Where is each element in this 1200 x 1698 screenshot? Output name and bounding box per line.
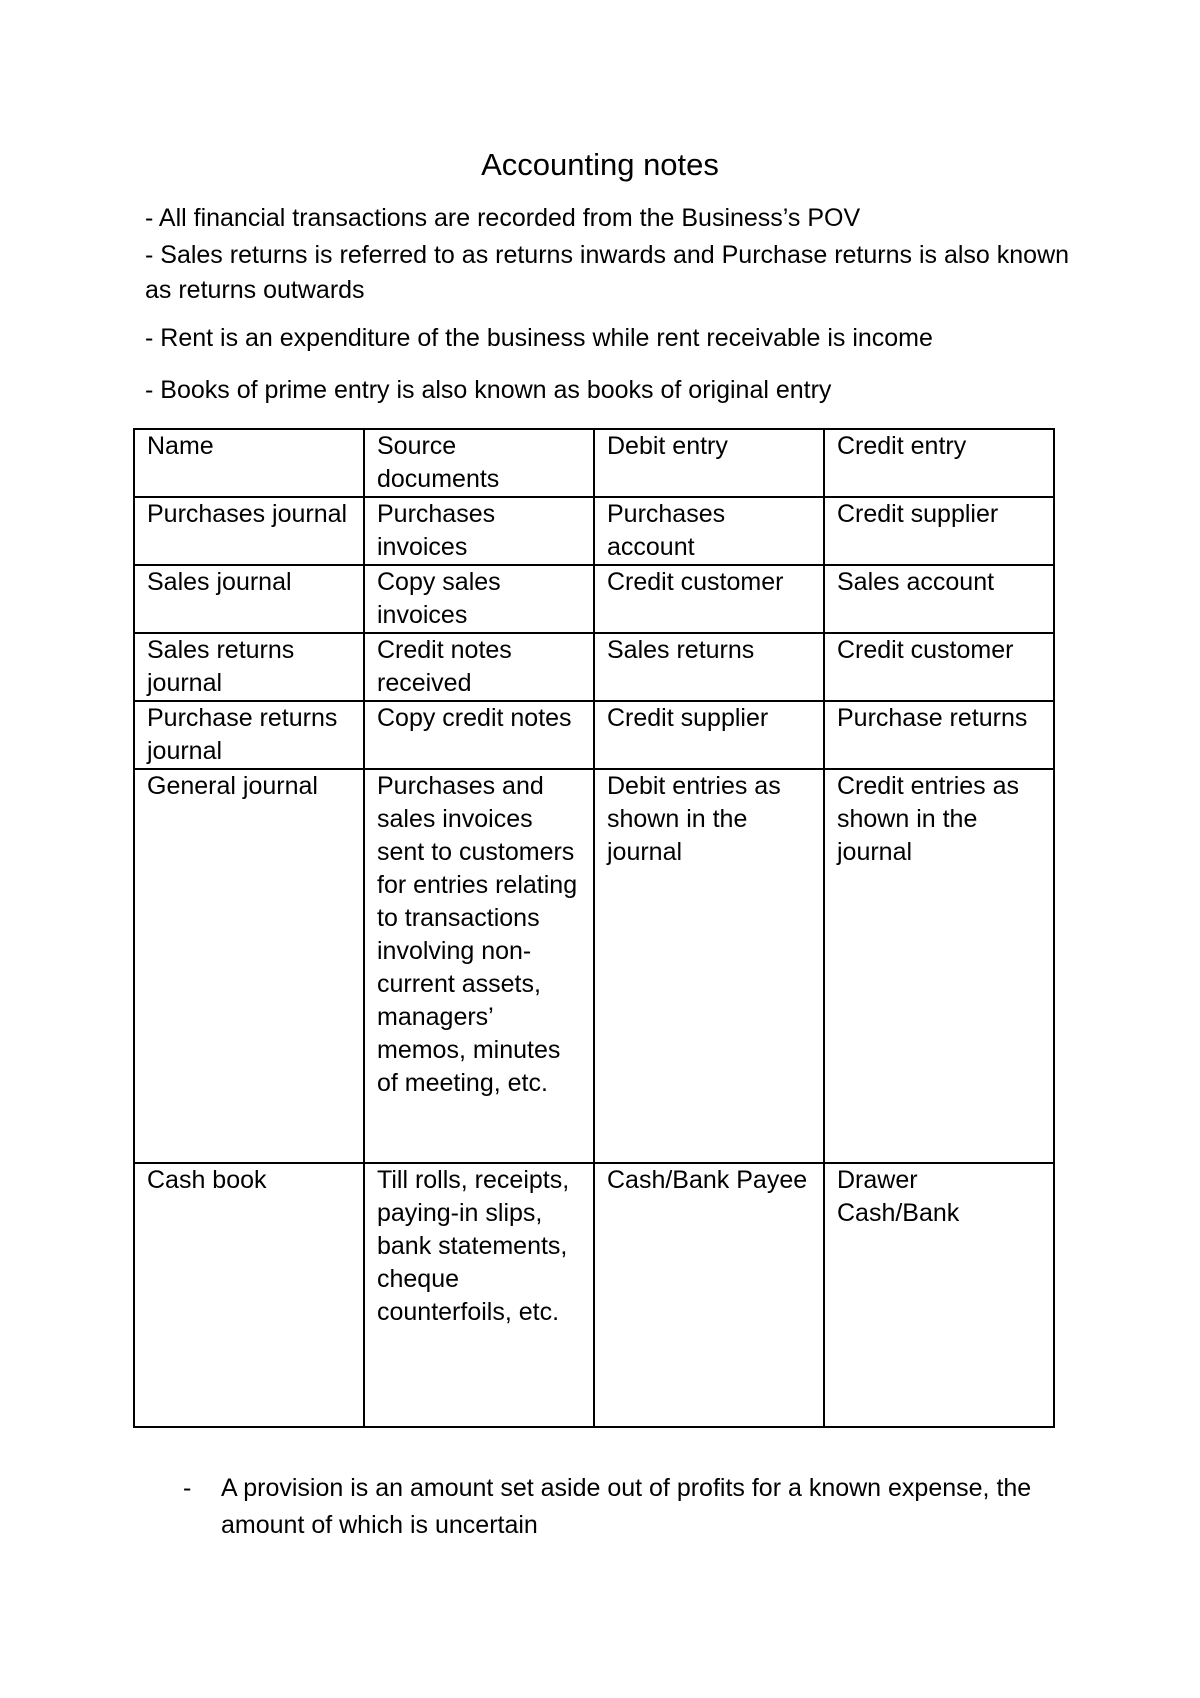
table-header-row	[134, 429, 1054, 497]
cell-source-documents: Till rolls, receipts, paying-in slips, bank statements, cheque counterfoils, etc.	[364, 1163, 594, 1427]
table-row	[134, 1163, 1054, 1427]
header-credit-entry: Credit entry	[824, 429, 1054, 497]
cell-source-documents: Purchases invoices	[364, 497, 594, 565]
header-debit-entry: Debit entry	[594, 429, 824, 497]
table-row	[134, 769, 1054, 1163]
cell-source-documents: Copy sales invoices	[364, 565, 594, 633]
cell-source-documents: Purchases and sales invoices sent to customers for entries relating to transactions involving non-current assets, managers’ memos, minutes of meeting, etc.	[364, 769, 594, 1163]
cell-name: Sales journal	[134, 565, 364, 633]
note-returns-terms: - Sales returns is referred to as returns inwards and Purchase returns is also known as returns outwards	[145, 241, 1070, 304]
cell-credit-entry: Credit supplier	[824, 497, 1054, 565]
books-of-prime-entry-table	[133, 428, 1055, 1428]
cell-source-documents: Credit notes received	[364, 633, 594, 701]
cell-source-documents: Copy credit notes	[364, 701, 594, 769]
header-name: Name	[134, 429, 364, 497]
table-row	[134, 701, 1054, 769]
note-books-of-prime-entry: - Books of prime entry is also known as books of original entry	[145, 376, 832, 404]
cell-name: Purchases journal	[134, 497, 364, 565]
bullet-dash: -	[183, 1474, 192, 1502]
table-row	[134, 497, 1054, 565]
cell-credit-entry: Credit entries as shown in the journal	[824, 769, 1054, 1163]
provision-note: A provision is an amount set aside out of profits for a known expense, the amount of which is uncertain	[221, 1474, 1032, 1539]
note-transactions-pov: - All financial transactions are recorded from the Business’s POV	[145, 204, 861, 232]
cell-debit-entry: Cash/Bank Payee	[594, 1163, 824, 1427]
cell-debit-entry: Purchases account	[594, 497, 824, 565]
cell-credit-entry: Purchase returns	[824, 701, 1054, 769]
cell-debit-entry: Sales returns	[594, 633, 824, 701]
cell-credit-entry: Credit customer	[824, 633, 1054, 701]
cell-credit-entry: Drawer Cash/Bank	[824, 1163, 1054, 1427]
cell-name: Purchase returns journal	[134, 701, 364, 769]
cell-debit-entry: Credit customer	[594, 565, 824, 633]
cell-name: Cash book	[134, 1163, 364, 1427]
cell-debit-entry: Debit entries as shown in the journal	[594, 769, 824, 1163]
table-row	[134, 565, 1054, 633]
cell-name: General journal	[134, 769, 364, 1163]
table-row	[134, 633, 1054, 701]
cell-debit-entry: Credit supplier	[594, 701, 824, 769]
cell-name: Sales returns journal	[134, 633, 364, 701]
note-rent: - Rent is an expenditure of the business while rent receivable is income	[145, 324, 933, 352]
page-title: Accounting notes	[481, 147, 719, 182]
cell-credit-entry: Sales account	[824, 565, 1054, 633]
header-source-documents: Source documents	[364, 429, 594, 497]
